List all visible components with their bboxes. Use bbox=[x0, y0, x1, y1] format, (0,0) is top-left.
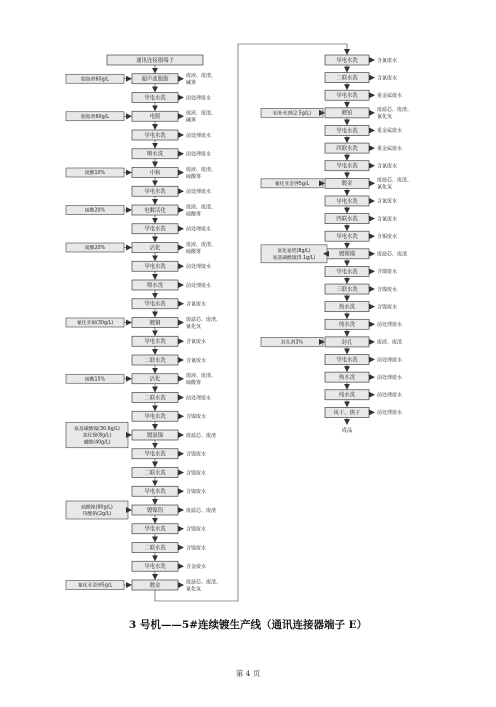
process-step-label: 导电水洗 bbox=[144, 526, 166, 533]
chemical-input-label: 氰化亚铜(30g/L) bbox=[76, 321, 114, 327]
output-waste-label: 废滤芯、废渣、 bbox=[377, 107, 413, 114]
output-waste-label: 硫酸雾 bbox=[186, 211, 202, 218]
output-waste-label: 废液、废渣、 bbox=[186, 373, 217, 379]
output-waste-label: 废液、废渣、 bbox=[186, 241, 217, 248]
output-waste-label: 废液、废渣、 bbox=[186, 110, 217, 117]
process-step-label: 四联水洗 bbox=[336, 216, 358, 223]
output-waste-label: 氰化氢 bbox=[186, 323, 202, 330]
chemical-input-label: 硫酸镍(80g/L) bbox=[81, 505, 113, 511]
process-step-label: 超声波脱脂 bbox=[141, 76, 169, 83]
output-waste-label: 含镍废水 bbox=[186, 470, 207, 477]
output-waste-label: 氰化氢 bbox=[377, 184, 393, 191]
chemical-input-label: 脱脂剂60g/L bbox=[81, 114, 109, 120]
output-waste-label: 含镍废水 bbox=[186, 545, 207, 552]
process-step-label: 镀氨镍 bbox=[146, 432, 164, 439]
output-waste-label: 前处理废水 bbox=[186, 264, 212, 270]
process-step-label: 导电水洗 bbox=[336, 163, 358, 170]
output-waste-label: 含锡废水 bbox=[377, 233, 398, 240]
process-step-label: 喷水洗 bbox=[146, 151, 164, 158]
process-step-label: 风干、烘干 bbox=[333, 410, 361, 417]
chemical-input-label: 铂补充剂(2.5g/L) bbox=[273, 111, 311, 117]
process-step-label: 镀锡镍 bbox=[338, 251, 356, 258]
output-waste-label: 含镍废水 bbox=[377, 304, 398, 311]
process-step-label: 热水洗 bbox=[338, 375, 356, 382]
process-step-label: 导电水洗 bbox=[144, 95, 166, 102]
process-step-label: 二联水洗 bbox=[144, 395, 166, 402]
output-waste-label: 前处理废水 bbox=[186, 226, 212, 233]
output-waste-label: 含氰废水 bbox=[377, 216, 398, 223]
process-step-label: 导电水洗 bbox=[144, 339, 166, 346]
left-column bbox=[66, 55, 221, 592]
process-step-label: 导电水洗 bbox=[336, 357, 358, 364]
process-step-label: 封孔 bbox=[341, 339, 353, 346]
output-waste-label: 废滤芯、废渣 bbox=[186, 507, 217, 514]
process-step-label: 纯水洗 bbox=[338, 392, 356, 399]
chemical-input-label: 封孔剂3% bbox=[280, 340, 304, 346]
output-waste-label: 前处理废水 bbox=[186, 282, 212, 289]
output-waste-label: 重金属废水 bbox=[377, 128, 403, 135]
output-waste-label: 硫酸雾 bbox=[186, 248, 202, 255]
output-waste-label: 废液、废渣、 bbox=[186, 73, 217, 79]
process-step-label: 喷水洗 bbox=[146, 282, 164, 289]
output-waste-label: 含氰废水 bbox=[186, 339, 207, 345]
chemical-input-label: 氰化亚金钾5g/L bbox=[77, 583, 113, 589]
right-column bbox=[261, 55, 412, 435]
output-waste-label: 废滤芯、废渣 bbox=[377, 251, 408, 258]
process-step-label: 导电水洗 bbox=[336, 269, 358, 276]
output-waste-label: 前处理废水 bbox=[186, 95, 212, 102]
output-waste-label: 重金属废水 bbox=[377, 145, 403, 152]
output-waste-label: 硫酸雾 bbox=[186, 173, 202, 180]
process-step-label: 镀铜 bbox=[149, 320, 161, 327]
output-waste-label: 前处理废水 bbox=[186, 189, 212, 195]
output-waste-label: 前处理废水 bbox=[186, 132, 212, 139]
process-step-label: 二联水洗 bbox=[144, 470, 166, 477]
process-step-label: 导电水洗 bbox=[336, 234, 358, 241]
process-step-label: 成品 bbox=[341, 427, 353, 434]
chemical-input-label: 硼酸(40g/L) bbox=[83, 440, 111, 446]
output-waste-label: 硫酸雾 bbox=[186, 380, 202, 386]
page-number: 第 4 页 bbox=[235, 669, 261, 678]
output-waste-label: 废滤芯、废渣、 bbox=[377, 177, 413, 184]
process-step-label: 导电水洗 bbox=[144, 414, 166, 421]
output-waste-label: 含氰废水 bbox=[377, 163, 398, 170]
output-waste-label: 含镍废水 bbox=[186, 451, 207, 458]
chemical-input-label: 氯化镍(8g/L) bbox=[82, 433, 112, 439]
output-waste-label: 碱雾 bbox=[186, 117, 197, 124]
output-waste-label: 废液、废渣、 bbox=[186, 204, 217, 211]
process-step-label: 导电水洗 bbox=[144, 301, 166, 308]
output-waste-label: 氰化氢 bbox=[377, 114, 393, 121]
process-step-label: 二联水洗 bbox=[336, 75, 358, 82]
process-step-label: 三联水洗 bbox=[336, 286, 358, 293]
output-waste-label: 含氰废水 bbox=[377, 75, 398, 82]
output-waste-label: 含氰废水 bbox=[186, 357, 207, 364]
process-step-label: 中和 bbox=[149, 170, 161, 177]
process-step-label: 导电水洗 bbox=[336, 93, 358, 100]
process-step-label: 导电水洗 bbox=[144, 189, 166, 196]
process-step-label: 导电水洗 bbox=[144, 564, 166, 571]
output-waste-label: 废液、废渣 bbox=[377, 339, 403, 346]
output-waste-label: 前处理废水 bbox=[186, 151, 212, 158]
output-waste-label: 含氰废水 bbox=[377, 57, 398, 64]
process-step-label: 四联水洗 bbox=[336, 145, 358, 152]
process-step-label: 导电水洗 bbox=[144, 132, 166, 139]
output-waste-label: 含镍废水 bbox=[186, 414, 207, 420]
output-waste-label: 前处理废水 bbox=[377, 374, 403, 381]
process-step-label: 热水洗 bbox=[338, 304, 356, 311]
output-waste-label: 氰化氢 bbox=[186, 586, 202, 593]
process-step-label: 纯水洗 bbox=[338, 322, 356, 329]
process-step-label: 导电水洗 bbox=[336, 57, 358, 64]
process-step-label: 活化 bbox=[149, 245, 161, 252]
output-waste-label: 含氰废水 bbox=[186, 301, 207, 308]
chemical-input-label: 硫酸10% bbox=[84, 171, 106, 177]
output-waste-label: 含镍废水 bbox=[377, 269, 398, 276]
output-waste-label: 废滤芯、废渣、 bbox=[186, 579, 222, 586]
chemical-input-label: 硫酸20% bbox=[84, 208, 106, 214]
process-step-label: 镀铂 bbox=[341, 110, 353, 117]
diagram-caption: 3 号机——5#连续镀生产线（通讯连接器端子 E） bbox=[128, 619, 368, 631]
process-step-label: 导电水洗 bbox=[144, 489, 166, 496]
output-waste-label: 前处理废水 bbox=[377, 392, 403, 399]
chemical-input-label: 硫酸20% bbox=[84, 246, 106, 252]
process-step-label: 导电水洗 bbox=[144, 264, 166, 271]
process-step-label: 二联水洗 bbox=[144, 357, 166, 364]
output-waste-label: 废液、废渣、 bbox=[186, 166, 217, 173]
output-waste-label: 含镍废水 bbox=[186, 526, 207, 533]
output-waste-label: 碱雾 bbox=[186, 80, 197, 86]
column-connector-line bbox=[155, 44, 347, 601]
output-waste-label: 废滤芯、废渣 bbox=[186, 432, 217, 439]
process-step-label: 电解活化 bbox=[144, 207, 166, 214]
chemical-input-label: 氰化亚金钾5g/L bbox=[274, 182, 310, 188]
process-step-label: 镀金 bbox=[149, 582, 161, 589]
process-step-label: 镀金 bbox=[341, 181, 353, 188]
process-step-label: 导电水洗 bbox=[336, 198, 358, 205]
chemical-input-label: 脱脂剂60g/L bbox=[81, 77, 109, 83]
process-step-label: 活化 bbox=[149, 376, 161, 383]
chemical-input-label: 氯化氨钯(8g/L) bbox=[277, 249, 311, 255]
chemical-input-label: 钨酸钠(2g/L) bbox=[82, 512, 112, 518]
output-waste-label: 含金废水 bbox=[186, 564, 207, 570]
process-step-label: 镀镍钨 bbox=[146, 507, 164, 514]
output-waste-label: 前处理废水 bbox=[186, 395, 212, 402]
chemical-input-label: 氨基磺酸镍(30.6g/L) bbox=[74, 426, 120, 432]
output-waste-label: 重金属废水 bbox=[377, 92, 403, 99]
output-waste-label: 前处理废水 bbox=[377, 410, 403, 417]
chemical-input-label: 硫酸15% bbox=[84, 377, 106, 383]
process-step-label: 导电水洗 bbox=[144, 451, 166, 458]
output-waste-label: 含氰废水 bbox=[377, 198, 398, 205]
chemical-input-label: 氨基磺酸镍(5.1g/L) bbox=[272, 255, 316, 261]
output-waste-label: 前处理废水 bbox=[377, 322, 403, 329]
process-step-label: 导电水洗 bbox=[144, 226, 166, 233]
process-step-label: 电脱 bbox=[149, 114, 161, 121]
output-waste-label: 含镍废水 bbox=[186, 489, 207, 495]
process-step-label: 导电水洗 bbox=[336, 128, 358, 135]
process-step-label: 二联水洗 bbox=[144, 545, 166, 552]
output-waste-label: 含镍废水 bbox=[377, 286, 398, 293]
output-waste-label: 前处理废水 bbox=[377, 357, 403, 364]
process-step-label: 通讯连接器端子 bbox=[136, 57, 174, 64]
output-waste-label: 废滤芯、废渣、 bbox=[186, 316, 222, 323]
